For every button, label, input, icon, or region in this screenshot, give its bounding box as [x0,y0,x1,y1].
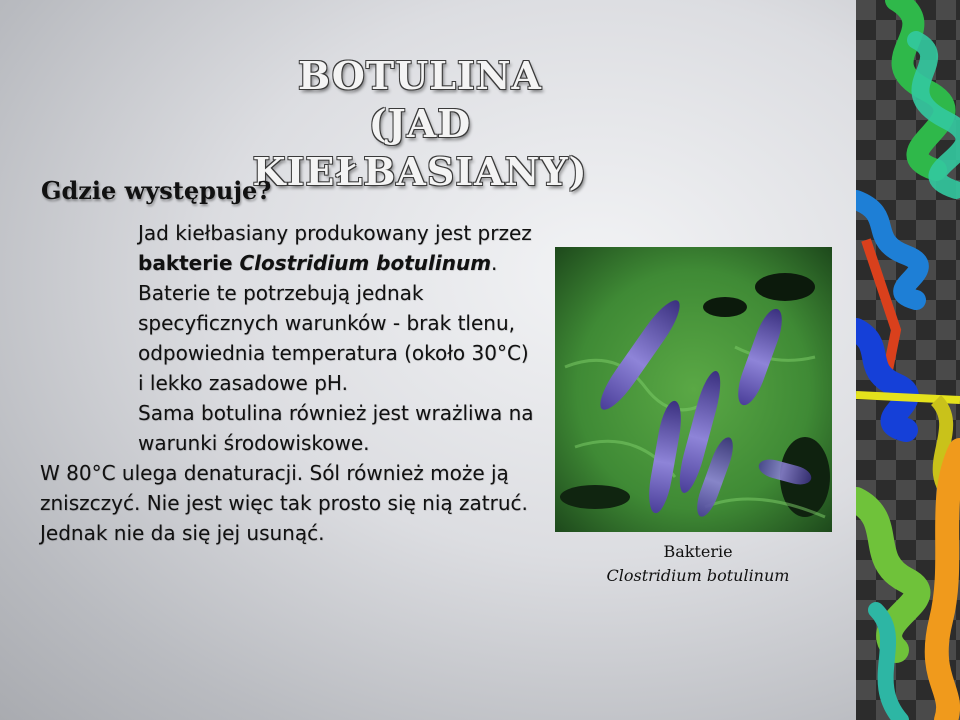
protein-ribbon-image [856,0,960,720]
protein-ribbon-graphic [856,0,960,720]
title-line-1: BOTULINA [297,53,543,98]
paragraph-2: Baterie te potrzebują jednak specyficznych warunków - brak tlenu, odpowiednia temperatura (około 30°C) i lekko zasadowe pH. [138,281,529,395]
paragraph-1-plain: Jad kiełbasiany produkowany jest przez [138,221,532,245]
caption-line-2: Clostridium botulinum [606,566,790,585]
photo-caption [583,540,813,588]
paragraph-1-end: . [491,251,498,275]
body-text [40,218,540,548]
title-line-2: (JAD KIEŁBASIANY) [252,101,588,194]
paragraph-1-bold-italic: Clostridium botulinum [239,251,492,275]
caption-line-1: Bakterie [663,542,733,561]
bacteria-micrograph [555,247,832,532]
paragraph-4: W 80°C ulega denaturacji. Sól również może ją zniszczyć. Nie jest więc tak prosto się nią zatruć. Jednak nie da się jej usunąć. [40,461,528,545]
paragraph-1 [40,218,540,278]
section-heading: Gdzie występuje? [41,176,272,205]
paragraph-3: Sama botulina również jest wrażliwa na warunki środowiskowe. [138,401,534,455]
slide-title [210,52,630,196]
paragraph-1-bold: bakterie [138,251,240,275]
bacteria-photo [555,247,832,532]
